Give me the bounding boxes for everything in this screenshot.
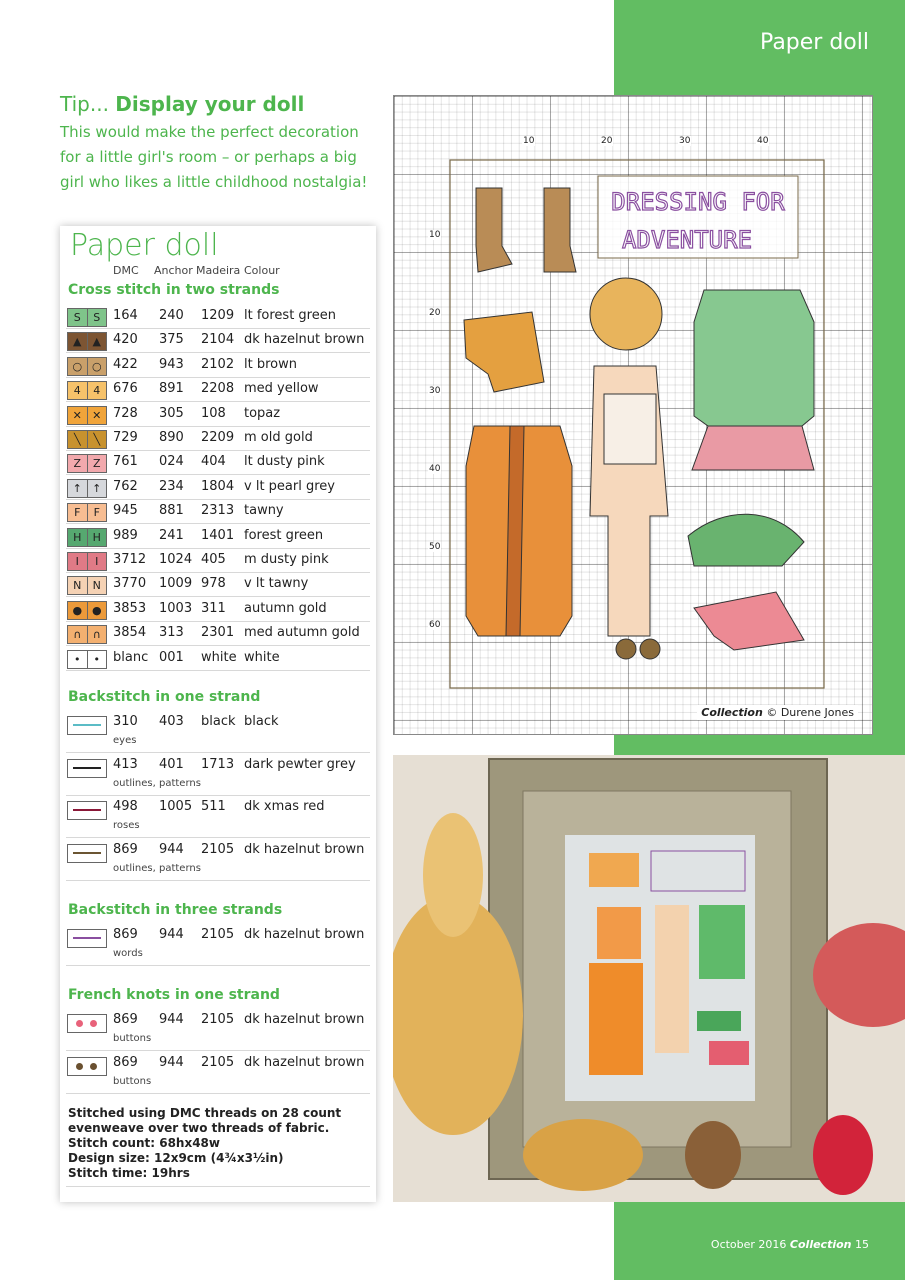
stitch-symbol-glyph: • [88, 651, 107, 668]
dmc-number: 761 [113, 454, 138, 470]
thread-row [66, 377, 370, 402]
stitch-symbol-glyph: S [88, 309, 107, 326]
stitch-symbol [67, 308, 107, 327]
cap-icon [694, 592, 804, 650]
stitch-symbol-glyph: ∩ [88, 626, 107, 643]
madeira-number: 2209 [201, 430, 235, 445]
madeira-number: 311 [201, 600, 226, 616]
stitch-symbol [67, 503, 107, 522]
colour-name: dark pewter grey [244, 756, 356, 772]
colour-name: m old gold [244, 430, 313, 445]
col-dmc: DMC [113, 264, 139, 277]
dmc-number: 3854 [113, 625, 147, 641]
colour-name: white [244, 649, 280, 665]
colour-name: med yellow [244, 381, 319, 397]
french-knot-icon [67, 1057, 107, 1076]
anchor-number: 001 [159, 649, 184, 665]
key-title: Paper doll [70, 228, 219, 263]
dmc-number: 869 [113, 1012, 138, 1027]
madeira-number: 108 [201, 405, 226, 421]
left-tick-50: 50 [429, 542, 441, 552]
colour-name: dk hazelnut brown [244, 332, 365, 348]
stitch-symbol-glyph: ▲ [88, 333, 107, 350]
stitch-symbol-glyph: ∩ [68, 626, 88, 643]
top-tick-30: 30 [679, 136, 691, 146]
hat-icon [688, 514, 804, 566]
anchor-number: 375 [159, 332, 184, 348]
thread-row [66, 328, 370, 353]
dmc-number: 728 [113, 405, 138, 421]
credit-logo: Collection [701, 706, 763, 719]
colour-name: topaz [244, 405, 281, 421]
scarf-icon [464, 312, 544, 392]
backstitch-three-title: Backstitch in three strands [68, 902, 283, 918]
madeira-number: 2105 [201, 927, 235, 942]
dmc-number: 762 [113, 478, 138, 494]
stitch-symbol [67, 650, 107, 669]
stitch-symbol-glyph: • [68, 651, 88, 668]
doll-figure-icon [590, 278, 668, 659]
stitch-info [68, 1106, 370, 1181]
stitch-symbol-glyph: 4 [68, 382, 88, 399]
madeira-number: black [201, 714, 236, 729]
thread-row [66, 426, 370, 451]
thread-row [66, 548, 370, 573]
thread-row [66, 499, 370, 524]
backstitch-line-icon [67, 716, 107, 735]
key-bottom-rule [66, 1186, 370, 1187]
usage-note: outlines, patterns [113, 862, 201, 874]
dmc-number: 498 [113, 799, 138, 814]
colour-name: med autumn gold [244, 625, 360, 641]
footer-issue: October 2016 [710, 1238, 787, 1251]
stitch-symbol [67, 552, 107, 571]
stitch-info-size: Design size: 12x9cm (4¾x3½in) [68, 1151, 284, 1165]
usage-note: eyes [113, 735, 137, 746]
anchor-number: 1024 [159, 552, 193, 567]
stitch-symbol-glyph: ╲ [68, 431, 88, 448]
dmc-number: blanc [113, 649, 149, 665]
stitch-symbol-glyph: ✕ [68, 407, 88, 424]
anchor-number: 024 [159, 454, 184, 470]
anchor-number: 305 [159, 405, 184, 421]
french-knot-icon [67, 1014, 107, 1033]
stitch-symbol-glyph: N [88, 577, 107, 594]
col-madeira: Madeira [196, 264, 241, 277]
madeira-number: 2105 [201, 841, 235, 857]
thread-row [66, 402, 370, 427]
footer-logo: Collection [789, 1238, 852, 1251]
dmc-number: 869 [113, 927, 138, 942]
top-tick-40: 40 [757, 136, 769, 146]
dmc-number: 413 [113, 756, 138, 772]
stitch-symbol-glyph: ▲ [68, 333, 88, 350]
stitch-info-count: Stitch count: 68hx48w [68, 1136, 220, 1150]
footer [711, 1238, 869, 1251]
top-tick-10: 10 [523, 136, 535, 146]
col-colour: Colour [244, 264, 280, 277]
thread-row [66, 475, 370, 500]
credit-text: © Durene Jones [766, 706, 854, 719]
colour-name: dk xmas red [244, 799, 325, 814]
left-tick-60: 60 [429, 620, 441, 630]
dmc-number: 3853 [113, 600, 147, 616]
stitch-info-fabric: Stitched using DMC threads on 28 count evenweave over two threads of fabric. [68, 1106, 342, 1135]
usage-note: buttons [113, 1033, 152, 1044]
thread-row [66, 572, 370, 597]
cross-stitch-title: Cross stitch in two strands [68, 282, 280, 298]
colour-name: forest green [244, 527, 324, 543]
madeira-number: 2105 [201, 1054, 235, 1070]
tip-heading-text: Display your doll [115, 92, 305, 116]
tip-box [60, 92, 380, 195]
colour-name: m dusty pink [244, 552, 329, 567]
french-knot-row [66, 1051, 370, 1094]
dmc-number: 869 [113, 1054, 138, 1070]
madeira-number: 1209 [201, 308, 235, 323]
madeira-number: 2102 [201, 356, 235, 372]
thread-row [66, 304, 370, 329]
colour-name: v lt tawny [244, 576, 309, 592]
madeira-number: 2208 [201, 381, 235, 397]
dmc-number: 164 [113, 308, 138, 323]
madeira-number: 2104 [201, 332, 235, 348]
stitch-symbol [67, 381, 107, 400]
backstitch-row [66, 753, 370, 796]
anchor-number: 943 [159, 356, 184, 372]
anchor-number: 1003 [159, 600, 193, 616]
stitch-symbol-glyph: 4 [88, 382, 107, 399]
stitch-symbol-glyph: ○ [88, 358, 107, 375]
stitch-symbol [67, 528, 107, 547]
thread-key [60, 226, 376, 1202]
thread-row [66, 597, 370, 622]
left-tick-20: 20 [429, 308, 441, 318]
tip-heading [60, 92, 380, 116]
stitch-symbol-glyph: ╲ [88, 431, 107, 448]
stitch-symbol-glyph: ✕ [88, 407, 107, 424]
colour-name: autumn gold [244, 600, 327, 616]
colour-name: lt brown [244, 356, 297, 372]
madeira-number: 405 [201, 552, 226, 567]
page-number: 15 [855, 1238, 869, 1251]
anchor-number: 313 [159, 625, 184, 641]
pinecone-icon [685, 1121, 741, 1189]
stitch-symbol-glyph: Z [88, 455, 107, 472]
backstitch-row [66, 795, 370, 838]
madeira-number: 404 [201, 454, 226, 470]
dmc-number: 729 [113, 430, 138, 445]
dmc-number: 310 [113, 714, 138, 729]
backstitch-line-icon [67, 929, 107, 948]
cross-stitch-chart [393, 95, 873, 735]
usage-note: roses [113, 820, 140, 831]
section-title: Paper doll [760, 30, 869, 55]
top-tick-20: 20 [601, 136, 613, 146]
nesting-doll-icon [813, 1115, 873, 1195]
colour-name: black [244, 714, 279, 729]
madeira-number: 978 [201, 576, 226, 592]
backstitch-one-title: Backstitch in one strand [68, 689, 261, 705]
footer-band [614, 1202, 905, 1280]
madeira-number: 1401 [201, 527, 235, 543]
dmc-number: 420 [113, 332, 138, 348]
thread-row [66, 524, 370, 549]
thread-row [66, 450, 370, 475]
backstitch-row [66, 923, 370, 966]
chart-title-line1: DRESSING FOR [611, 188, 785, 216]
anchor-number: 944 [159, 1054, 184, 1070]
backstitch-line-icon [67, 844, 107, 863]
stitch-symbol [67, 625, 107, 644]
stitch-symbol-glyph: ↑ [88, 480, 107, 497]
boots-icon [476, 188, 576, 272]
colour-name: lt dusty pink [244, 454, 325, 470]
stitch-symbol [67, 430, 107, 449]
colour-name: dk hazelnut brown [244, 1012, 365, 1027]
col-anchor: Anchor [154, 264, 193, 277]
coat-icon [466, 426, 572, 636]
anchor-number: 240 [159, 308, 184, 323]
left-tick-10: 10 [429, 230, 441, 240]
stitch-symbol-glyph: I [88, 553, 107, 570]
anchor-number: 944 [159, 927, 184, 942]
usage-note: words [113, 948, 143, 959]
framed-stitching-photo [393, 755, 905, 1202]
stitch-symbol [67, 454, 107, 473]
stitch-symbol-glyph: F [68, 504, 88, 521]
madeira-number: white [201, 649, 237, 665]
tip-prefix: Tip... [60, 92, 116, 116]
dmc-number: 869 [113, 841, 138, 857]
colour-name: tawny [244, 503, 284, 519]
dmc-number: 422 [113, 356, 138, 372]
stitch-symbol-glyph: ● [88, 602, 107, 619]
photo-illustration [393, 755, 905, 1202]
anchor-number: 944 [159, 1012, 184, 1027]
anchor-number: 891 [159, 381, 184, 397]
thread-row [66, 621, 370, 646]
left-tick-40: 40 [429, 464, 441, 474]
stitch-symbol-glyph: F [88, 504, 107, 521]
dmc-number: 3770 [113, 576, 147, 592]
jacket-icon [692, 290, 814, 470]
backstitch-line-icon [67, 801, 107, 820]
madeira-number: 511 [201, 799, 226, 814]
anchor-number: 1005 [159, 799, 193, 814]
french-knots-title: French knots in one strand [68, 987, 280, 1003]
stitch-symbol-glyph: H [68, 529, 88, 546]
french-knot-row [66, 1008, 370, 1051]
usage-note: outlines, patterns [113, 777, 201, 789]
madeira-number: 2105 [201, 1012, 235, 1027]
anchor-number: 234 [159, 478, 184, 494]
stitch-symbol [67, 357, 107, 376]
stitch-symbol [67, 601, 107, 620]
anchor-number: 1009 [159, 576, 193, 592]
backstitch-row [66, 710, 370, 753]
colour-name: dk hazelnut brown [244, 841, 365, 857]
stitch-symbol [67, 576, 107, 595]
madeira-number: 2301 [201, 625, 235, 641]
madeira-number: 1713 [201, 756, 235, 772]
stitch-symbol-glyph: ● [68, 602, 88, 619]
stitch-symbol-glyph: H [88, 529, 107, 546]
left-tick-30: 30 [429, 386, 441, 396]
thread-row [66, 646, 370, 671]
stitch-info-time: Stitch time: 19hrs [68, 1166, 190, 1180]
dmc-number: 945 [113, 503, 138, 519]
chart-title-line2: ADVENTURE [621, 226, 753, 254]
dmc-number: 676 [113, 381, 138, 397]
anchor-number: 890 [159, 430, 184, 445]
colour-name: dk hazelnut brown [244, 1054, 365, 1070]
chart-credit [697, 705, 858, 720]
stitch-symbol [67, 479, 107, 498]
usage-note: buttons [113, 1075, 152, 1087]
dmc-number: 989 [113, 527, 138, 543]
madeira-number: 1804 [201, 478, 235, 494]
dmc-number: 3712 [113, 552, 147, 567]
tip-body: This would make the perfect decoration for a little girl's room – or perhaps a big girl who likes a little childhood nostalgia! [60, 123, 368, 191]
stitch-symbol-glyph: S [68, 309, 88, 326]
stitch-symbol-glyph: N [68, 577, 88, 594]
madeira-number: 2313 [201, 503, 235, 519]
stitch-symbol [67, 406, 107, 425]
anchor-number: 401 [159, 756, 184, 772]
anchor-number: 241 [159, 527, 184, 543]
anchor-number: 944 [159, 841, 184, 857]
colour-name: dk hazelnut brown [244, 927, 365, 942]
anchor-number: 403 [159, 714, 184, 729]
stitch-symbol-glyph: Z [68, 455, 88, 472]
anchor-number: 881 [159, 503, 184, 519]
colour-name: v lt pearl grey [244, 478, 335, 494]
chart-artwork [394, 96, 872, 734]
stitch-symbol-glyph: ○ [68, 358, 88, 375]
thread-row [66, 353, 370, 378]
backstitch-row [66, 838, 370, 881]
backstitch-line-icon [67, 759, 107, 778]
stitch-symbol [67, 332, 107, 351]
stitch-symbol-glyph: I [68, 553, 88, 570]
stitch-symbol-glyph: ↑ [68, 480, 88, 497]
colour-name: lt forest green [244, 308, 336, 323]
